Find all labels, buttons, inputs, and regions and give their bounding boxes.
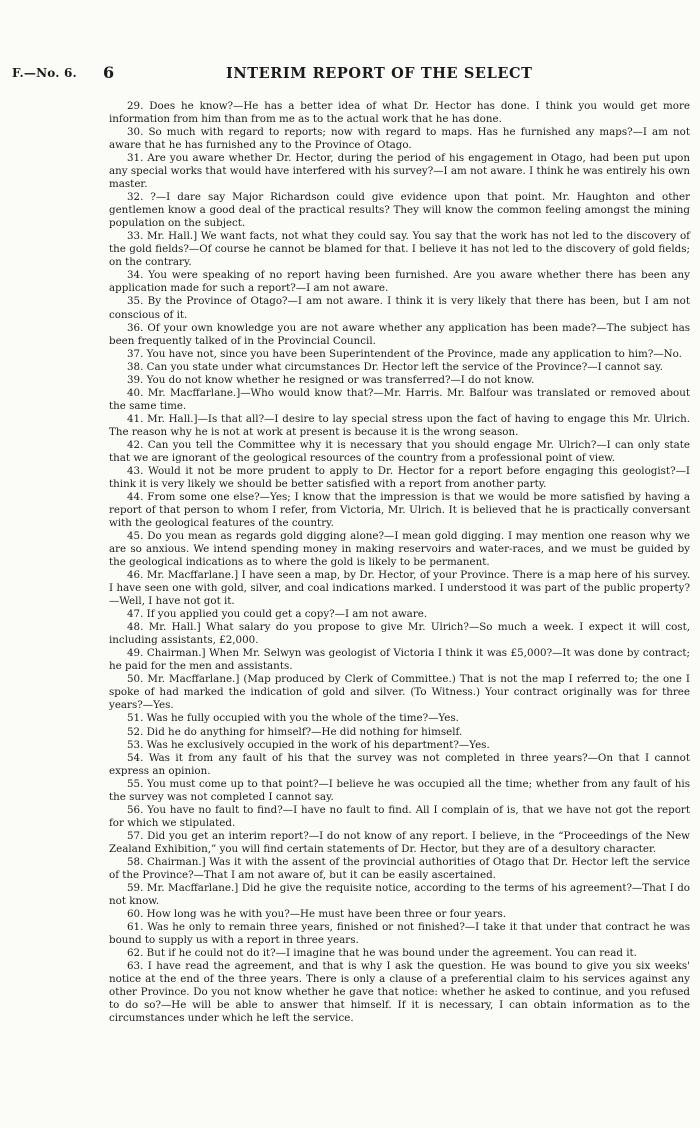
page-number: 6 <box>103 63 115 82</box>
question-paragraph: 33. Mr. Hall.] We want facts, not what they could say. You say that the work has not led to the discovery of the gold fields?—Of course he cannot be blamed for that. I believe it has not led to the discovery of gold fields; on the contrary. <box>109 230 690 269</box>
question-paragraph: 51. Was he fully occupied with you the whole of the time?—Yes. <box>127 712 459 725</box>
question-paragraph: 44. From some one else?—Yes; I know that the impression is that we would be more satisfied by having a report of that person to whom I refer, from Victoria, Mr. Ulrich. It is believed that he is practically conversant with the geological features of the country. <box>109 490 690 529</box>
question-paragraph: 61. Was he only to remain three years, finished or not finished?—I take it that under that contract he was bound to supply us with a report in three years. <box>109 920 690 946</box>
question-paragraph: 43. Would it not be more prudent to apply to Dr. Hector for a report before engaging this geologist?—I think it is very likely we should be better satisfied with a report from another party. <box>109 464 690 490</box>
question-paragraph: 58. Chairman.] Was it with the assent of the provincial authorities of Otago that Dr. Hector left the service of the Province?—That I am not aware of, but it can be easily ascertained. <box>109 855 690 881</box>
question-paragraph: 40. Mr. Macffarlane.]—Who would know that?—Mr. Harris. Mr. Balfour was translated or removed about the same time. <box>109 386 690 412</box>
question-paragraph: 38. Can you state under what circumstances Dr. Hector left the service of the Province?—I cannot say. <box>127 360 663 373</box>
question-paragraph: 45. Do you mean as regards gold digging alone?—I mean gold digging. I may mention one reason why we are so anxious. We intend spending money in making reservoirs and water-races, and we must be guided by the geological indications as to where the gold is likely to be permanent. <box>109 530 690 569</box>
question-paragraph: 55. You must come up to that point?—I believe he was occupied all the time; whether from any fault of his the survey was not completed I cannot say. <box>109 777 690 803</box>
question-paragraph: 32. ?—I dare say Major Richardson could give evidence upon that point. Mr. Haughton and other gentlemen know a good deal of the practical results? They will know the common feeling amongst the mining population on the subject. <box>109 191 690 230</box>
question-paragraph: 39. You do not know whether he resigned or was transferred?—I do not know. <box>127 373 535 386</box>
question-paragraph: 47. If you applied you could get a copy?—I am not aware. <box>127 608 428 621</box>
question-paragraph: 54. Was it from any fault of his that the survey was not completed in three years?—On that I cannot express an opinion. <box>109 751 690 777</box>
question-paragraph: 42. Can you tell the Committee why it is necessary that you should engage Mr. Ulrich?—I can only state that we are ignorant of the geological resources of the country from a professional point of view. <box>109 438 690 464</box>
question-paragraph: 56. You have no fault to find?—I have no fault to find. All I complain of is, that we have not got the report for which we stipulated. <box>109 803 690 829</box>
running-title: INTERIM REPORT OF THE SELECT <box>226 65 533 82</box>
question-paragraph: 60. How long was he with you?—He must have been three or four years. <box>127 907 507 920</box>
question-paragraph: 53. Was he exclusively occupied in the work of his department?—Yes. <box>127 738 490 751</box>
question-paragraph: 36. Of your own knowledge you are not aware whether any application has been made?—The subject has been frequently talked of in the Provincial Council. <box>109 321 690 347</box>
question-paragraph: 29. Does he know?—He has a better idea of what Dr. Hector has done. I think you would get more information from him than from me as to the actual work that he has done. <box>109 100 690 126</box>
question-paragraph: 41. Mr. Hall.]—Is that all?—I desire to lay special stress upon the fact of having to engage this Mr. Ulrich. The reason why he is not at work at present is because it is the wrong season. <box>109 412 690 438</box>
question-paragraph: 37. You have not, since you have been Superintendent of the Province, made any application to him?—No. <box>127 347 682 360</box>
document-body <box>109 100 690 1025</box>
document-reference: F.—No. 6. <box>12 66 77 80</box>
question-paragraph: 31. Are you aware whether Dr. Hector, during the period of his engagement in Otago, had been put upon any special works that would have interfered with his survey?—I am not aware. I think he was entirely his own master. <box>109 152 690 191</box>
question-paragraph: 62. But if he could not do it?—I imagine that he was bound under the agreement. You can read it. <box>127 947 637 960</box>
question-paragraph: 57. Did you get an interim report?—I do not know of any report. I believe, in the “Proceedings of the New Zealand Exhibition,” you will find certain statements of Dr. Hector, but they are of a desultory character. <box>109 829 690 855</box>
question-paragraph: 34. You were speaking of no report having been furnished. Are you aware whether there has been any application made for such a report?—I am not aware. <box>109 269 690 295</box>
page-header <box>0 63 700 86</box>
question-paragraph: 52. Did he do anything for himself?—He did nothing for himself. <box>127 725 463 738</box>
question-paragraph: 49. Chairman.] When Mr. Selwyn was geologist of Victoria I think it was £5,000?—It was done by contract; he paid for the men and assistants. <box>109 647 690 673</box>
question-paragraph: 46. Mr. Macffarlane.] I have seen a map, by Dr. Hector, of your Province. There is a map here of his survey. I have seen one with gold, silver, and coal indications marked. I understood it was part of the public property?—Well, I have not got it. <box>109 569 690 608</box>
question-paragraph: 48. Mr. Hall.] What salary do you propose to give Mr. Ulrich?—So much a week. I expect it will cost, including assistants, £2,000. <box>109 621 690 647</box>
question-paragraph: 30. So much with regard to reports; now with regard to maps. Has he furnished any maps?—I am not aware that he has furnished any to the Province of Otago. <box>109 126 690 152</box>
question-paragraph: 50. Mr. Macffarlane.] (Map produced by Clerk of Committee.) That is not the map I referred to; the one I spoke of had marked the indication of gold and silver. (To Witness.) Your contract originally was for three years?—Yes. <box>109 673 690 712</box>
question-paragraph: 59. Mr. Macffarlane.] Did he give the requisite notice, according to the terms of his agreement?—That I do not know. <box>109 881 690 907</box>
question-paragraph: 63. I have read the agreement, and that is why I ask the question. He was bound to give you six weeks' notice at the end of the three years. There is only a clause of a preferential claim to his services against any other Province. Do you not know whether he gave that notice: whether he asked to continue, and you refused to do so?—He will be able to answer that himself. If it is necessary, I can obtain information as to the circumstances under which he left the service. <box>109 960 690 1025</box>
question-paragraph: 35. By the Province of Otago?—I am not aware. I think it is very likely that there has been, but I am not conscious of it. <box>109 295 690 321</box>
